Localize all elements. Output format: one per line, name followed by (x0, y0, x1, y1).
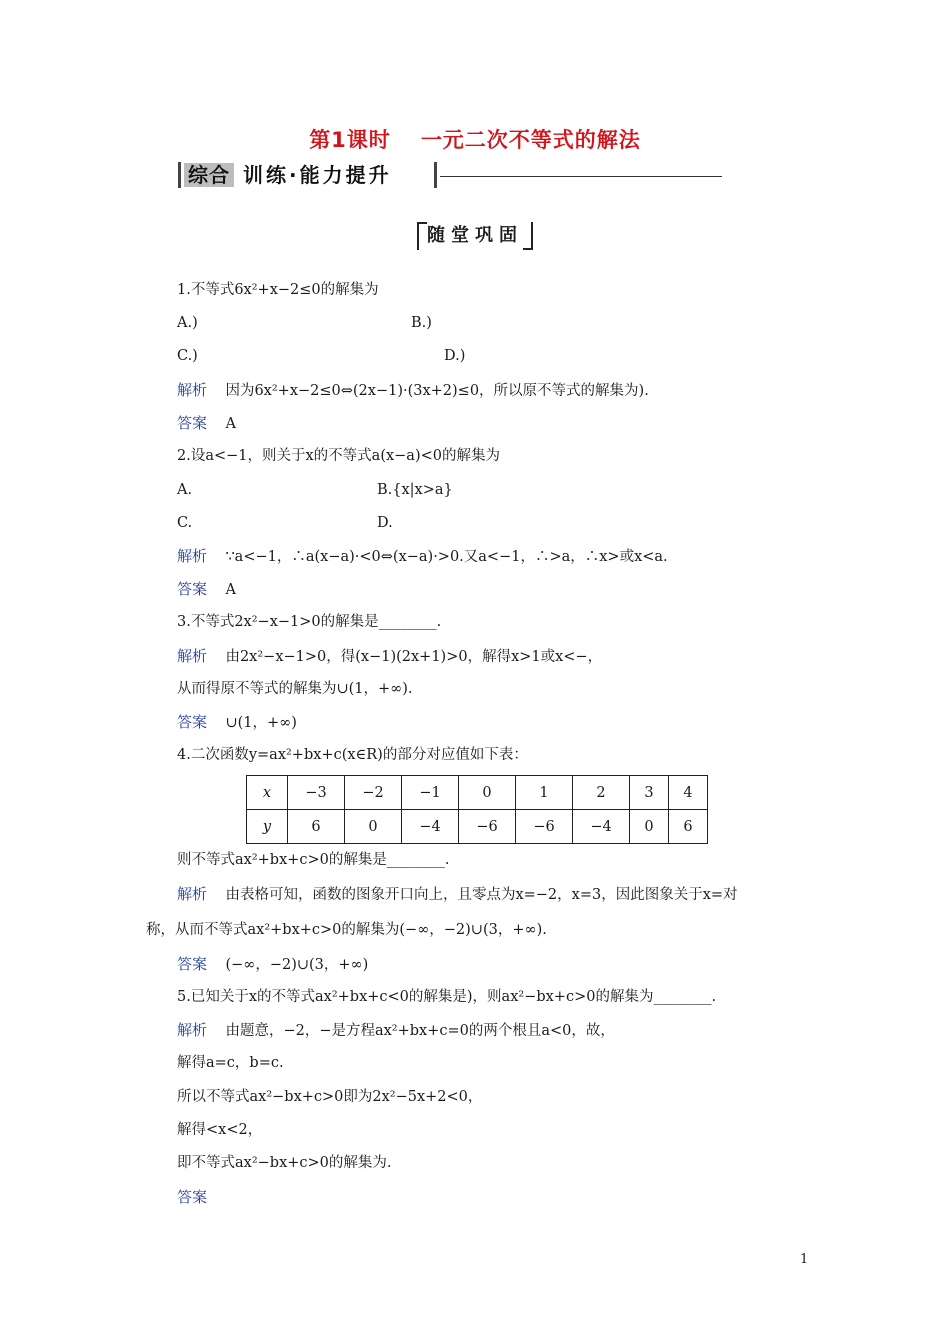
table-cell: 1 (516, 776, 573, 810)
page-number: 1 (800, 1252, 809, 1267)
table-cell: −4 (402, 810, 459, 844)
q2-answer-text: A (225, 582, 236, 598)
q2-option-c: C. (177, 515, 193, 531)
table-cell: −6 (459, 810, 516, 844)
q1-option-d: D.) (444, 348, 466, 364)
table-row-x (247, 776, 708, 810)
q2-option-a: A. (177, 482, 193, 498)
q2-analysis-text: ∵a<−1，∴a(x−a)·<0⇔(x−a)·>0.又a<−1，∴>a，∴x>或x<a. (225, 549, 668, 565)
section-title: 随堂巩固 (417, 222, 533, 250)
page-title (0, 124, 950, 154)
q3-analysis (177, 646, 602, 667)
q5-line4: 解得<x<2， (177, 1122, 263, 1138)
q1-answer (177, 413, 236, 434)
answer-label: 答案 (177, 713, 208, 731)
q5-answer (177, 1187, 225, 1208)
answer-label: 答案 (177, 580, 208, 598)
q2-stem: 2.设a<−1，则关于x的不等式a(x−a)<0的解集为 (177, 448, 500, 464)
answer-label: 答案 (177, 955, 208, 973)
q5-line2: 解得a=c，b=c. (177, 1055, 284, 1071)
q2-analysis (177, 546, 668, 567)
q5-line5: 即不等式ax²−bx+c>0的解集为. (177, 1155, 392, 1171)
table-cell: 4 (669, 776, 708, 810)
section-banner (178, 160, 722, 190)
q4-question: 则不等式ax²+bx+c>0的解集是________. (177, 852, 450, 868)
section-heading (0, 222, 950, 250)
table-cell: −2 (345, 776, 402, 810)
table-cell: 6 (288, 810, 345, 844)
q2-option-b: B.{x|x>a} (377, 482, 453, 498)
q5-analysis-text: 由题意，−2，−是方程ax²+bx+c=0的两个根且a<0，故， (225, 1023, 615, 1039)
q5-stem: 5.已知关于x的不等式ax²+bx+c<0的解集是)，则ax²−bx+c>0的解集为________. (177, 989, 717, 1005)
table-row-y (247, 810, 708, 844)
table-cell: 6 (669, 810, 708, 844)
q1-option-a: A.) (177, 315, 198, 331)
answer-label: 答案 (177, 1188, 208, 1206)
banner-bar-left (178, 162, 181, 188)
analysis-label: 解析 (177, 547, 208, 565)
analysis-label: 解析 (177, 885, 208, 903)
q3-stem: 3.不等式2x²−x−1>0的解集是________. (177, 614, 442, 630)
table-cell: 3 (630, 776, 669, 810)
q1-analysis (177, 380, 649, 401)
q1-option-b: B.) (411, 315, 432, 331)
table-cell: 2 (573, 776, 630, 810)
table-cell: 0 (630, 810, 669, 844)
q3-answer-text: ∪(1，+∞) (225, 715, 297, 731)
lesson-number: 第1课时 (309, 128, 391, 152)
q5-line3: 所以不等式ax²−bx+c>0即为2x²−5x+2<0， (177, 1089, 483, 1105)
table-cell: −1 (402, 776, 459, 810)
q1-analysis-text: 因为6x²+x−2≤0⇔(2x−1)·(3x+2)≤0，所以原不等式的解集为). (225, 383, 649, 399)
q4-answer-text: (−∞，−2)∪(3，+∞) (225, 957, 369, 973)
table-cell: −4 (573, 810, 630, 844)
table-cell: 0 (459, 776, 516, 810)
q4-analysis-text: 由表格可知，函数的图象开口向上，且零点为x=−2，x=3，因此图象关于x=对 (225, 887, 738, 903)
q4-answer (177, 954, 368, 975)
q1-answer-text: A (225, 416, 236, 432)
table-cell: −3 (288, 776, 345, 810)
banner-rule (440, 176, 722, 177)
banner-bar-right (434, 162, 437, 188)
q4-stem: 4.二次函数y=ax²+bx+c(x∈R)的部分对应值如下表： (177, 747, 528, 763)
analysis-label: 解析 (177, 647, 208, 665)
q1-stem: 1.不等式6x²+x−2≤0的解集为 (177, 282, 379, 298)
analysis-label: 解析 (177, 381, 208, 399)
analysis-label: 解析 (177, 1021, 208, 1039)
table-header-x: x (247, 776, 288, 810)
q2-option-d: D. (377, 515, 393, 531)
q3-analysis-text: 由2x²−x−1>0，得(x−1)(2x+1)>0，解得x>1或x<−， (225, 649, 603, 665)
q4-analysis (177, 884, 738, 905)
table-cell: −6 (516, 810, 573, 844)
q2-answer (177, 579, 236, 600)
banner-text: 训练·能力提升 (243, 163, 392, 187)
q4-analysis-line2: 称，从而不等式ax²+bx+c>0的解集为(−∞，−2)∪(3，+∞). (146, 922, 547, 938)
q3-analysis-line2: 从而得原不等式的解集为∪(1，+∞). (177, 681, 413, 697)
table-cell: 0 (345, 810, 402, 844)
banner-highlight: 综合 (184, 163, 234, 187)
q5-analysis (177, 1020, 615, 1041)
value-table (246, 775, 708, 844)
table-header-y: y (247, 810, 288, 844)
answer-label: 答案 (177, 414, 208, 432)
q3-answer (177, 712, 297, 733)
q1-option-c: C.) (177, 348, 198, 364)
lesson-topic: 一元二次不等式的解法 (420, 128, 641, 152)
